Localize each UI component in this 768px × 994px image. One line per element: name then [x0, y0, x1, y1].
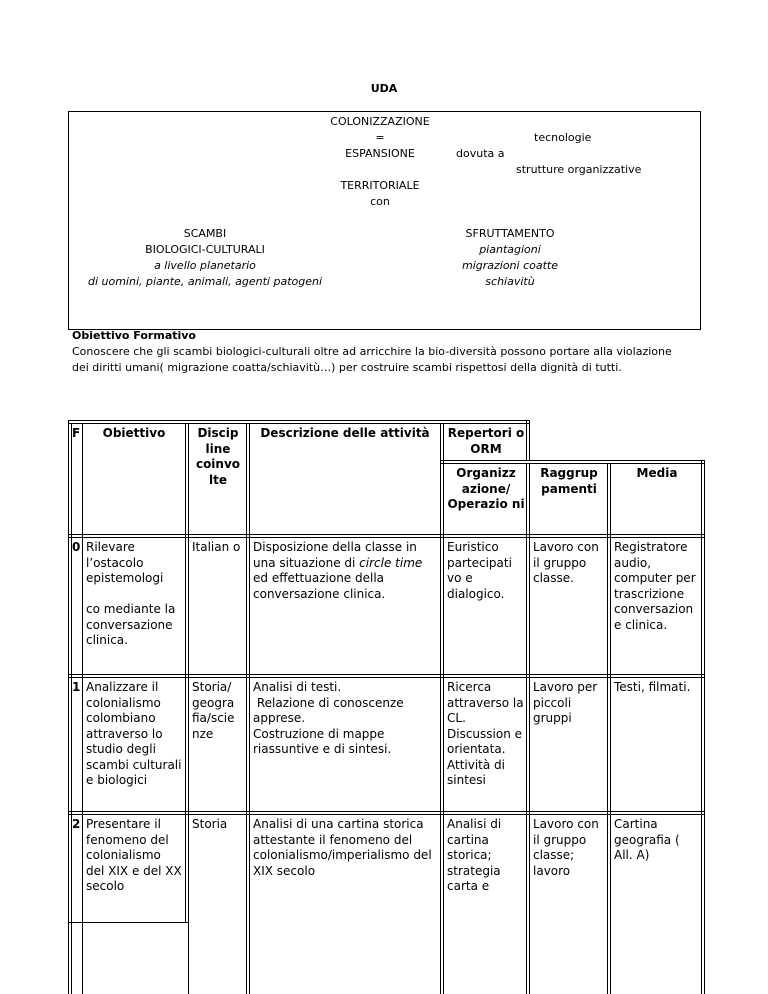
sfruttamento-sub-2: migrazioni coatte: [461, 259, 558, 272]
row0-discipline: Italian o: [192, 540, 241, 554]
table-line: [68, 677, 704, 678]
sfruttamento-sub-3: schiavitù: [485, 275, 535, 288]
table-line: [529, 463, 530, 994]
row0-obiettivo-extra: co mediante la conversazione clinica.: [86, 602, 176, 647]
row0-obiettivo: Rilevare l’ostacolo epistemologi: [86, 540, 164, 585]
table-line: [526, 463, 527, 994]
row0-media: Registratore audio, computer per trascrizione conversazion e clinica.: [614, 540, 696, 632]
row2-descrizione: Analisi di una cartina storica attestante il fenomeno del colonialismo/imperialismo del XIX secolo: [253, 817, 432, 878]
row0-organizzazione: Euristico partecipati vo e dialogico.: [447, 540, 512, 601]
table-line: [68, 814, 704, 815]
table-line: [443, 423, 444, 994]
table-line: [440, 460, 704, 461]
header-f: F: [72, 426, 81, 440]
row0-raggruppamenti: Lavoro con il gruppo classe.: [533, 540, 599, 585]
table-line: [68, 534, 704, 535]
row1-raggruppamenti: Lavoro per piccoli gruppi: [533, 680, 598, 725]
row0-descrizione-pre: Disposizione della classe in una situazione di: [253, 540, 417, 570]
row2-organizzazione: Analisi di cartina storica; strategia carta e: [447, 817, 502, 893]
sfruttamento-title: SFRUTTAMENTO: [465, 227, 555, 240]
row2-media: Cartina geografia ( All. A): [614, 817, 680, 862]
table-line: [68, 922, 188, 923]
tecnologie-label: tecnologie: [534, 131, 592, 144]
table-line: [440, 423, 441, 994]
row1-descrizione-line: Analisi di testi.: [253, 680, 342, 694]
table-line: [68, 420, 69, 994]
table-line: [68, 537, 704, 538]
scambi-sub-1: a livello planetario: [154, 259, 256, 272]
row0-descrizione-post: ed effettuazione della conversazione clinica.: [253, 571, 386, 601]
territoriale-line: TERRITORIALE: [340, 179, 420, 192]
table-line: [68, 420, 529, 421]
equals-line: =: [375, 131, 385, 144]
table-line: [71, 423, 72, 994]
row2-raggruppamenti: Lavoro con il gruppo classe; lavoro: [533, 817, 599, 878]
row2-f: 2: [72, 817, 81, 831]
table-line: [185, 423, 186, 922]
row1-obiettivo: Analizzare il colonialismo colombiano attraverso lo studio degli scambi culturali e biologici: [86, 680, 182, 787]
row1-descrizione: [253, 680, 439, 758]
document-title: UDA: [370, 82, 398, 95]
scambi-sub-2: di uomini, piante, animali, agenti patogeni: [87, 275, 323, 288]
table-line: [246, 423, 247, 994]
table-line: [440, 463, 704, 464]
table-line: [701, 460, 702, 994]
table-line: [82, 423, 83, 994]
table-line: [249, 423, 250, 994]
table-line: [529, 420, 530, 460]
header-organizzazione: Organizz azione/ Operazio ni: [447, 466, 525, 511]
sfruttamento-sub-1: piantagioni: [479, 243, 541, 256]
con-line: con: [370, 195, 390, 208]
obiettivo-heading: Obiettivo Formativo: [72, 329, 196, 342]
row2-discipline: Storia: [192, 817, 228, 831]
header-obiettivo: Obiettivo: [102, 426, 166, 440]
row1-f: 1: [72, 680, 81, 694]
strutture-label: strutture organizzative: [516, 163, 642, 176]
row1-media: Testi, filmati.: [614, 680, 691, 694]
header-descrizione: Descrizione delle attività: [260, 426, 430, 440]
table-line: [610, 463, 611, 994]
header-media: Media: [636, 466, 678, 480]
row1-descrizione-line: Relazione di conoscenze apprese.: [253, 695, 408, 725]
table-line: [526, 420, 527, 460]
table-line: [68, 423, 529, 424]
obiettivo-text: Conoscere che gli scambi biologici-culturali oltre ad arricchire la bio-diversità possono portare alla violazione dei diritti umani( migrazione coatta/schiavitù…) per costruire scambi rispettosi della dignità di tutti.: [72, 345, 672, 374]
colonizzazione-line: COLONIZZAZIONE: [330, 115, 430, 128]
header-raggruppamenti: Raggrup pamenti: [540, 466, 598, 496]
table-line: [188, 423, 189, 994]
espansione-line: ESPANSIONE: [345, 147, 415, 160]
table-line: [68, 674, 704, 675]
row1-descrizione-line: Costruzione di mappe riassuntive e di sintesi.: [253, 726, 392, 756]
table-line: [68, 811, 704, 812]
dovuta-label: dovuta a: [456, 147, 505, 160]
row2-obiettivo: Presentare il fenomeno del colonialismo del XIX e del XX secolo: [86, 817, 182, 893]
row0-descrizione-italic: circle time: [359, 555, 423, 570]
table-line: [704, 460, 705, 994]
header-repertori: Repertori o ORM: [447, 426, 525, 456]
row1-discipline: Storia/ geogra fia/scie nze: [192, 680, 235, 741]
row1-organizzazione: Ricerca attraverso la CL. Discussion e orientata. Attività di sintesi: [447, 680, 524, 787]
scambi-title-1: SCAMBI: [183, 227, 227, 240]
scambi-title-2: BIOLOGICI-CULTURALI: [145, 243, 265, 256]
table-line: [607, 463, 608, 994]
header-discipline: Discip line coinvo lte: [195, 426, 241, 487]
row0-f: 0: [72, 540, 81, 554]
row0-descrizione: [253, 540, 439, 602]
